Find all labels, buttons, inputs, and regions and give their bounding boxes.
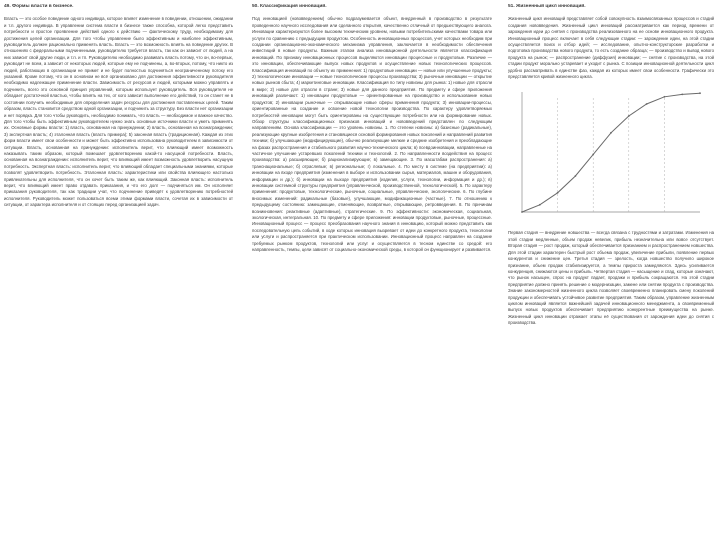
data-point-0	[521, 212, 523, 214]
data-point-10	[699, 93, 701, 95]
section-body-51-intro: Жизненный цикл инноваций представляет собой совокупность взаимосвязанных процессов и стадий создания нововведения. Жизненный цикл инноваций рассматривается как период времени от зарождения идеи до снятия с производства реализованного на ее основе инновационного продукта. Инновационный процесс включает в себя следующие стадии: — зарождение идеи, на этой стадии осуществляется поиск и отбор идей; — исследование, опытно-конструкторские разработки и подготовка производства нового продукта, то есть создание образца; — производство и вывод нового продукта на рынок; — распространение (диффузия) инновации; — снятие с производства, на этой стадии продукт морально устаревает и уходит с рынка. С позиции инновационной деятельности цикл удобно рассматривать в единстве фаз, каждая из которых имеет свои особенности. Графически это представляется кривой жизненного цикла.	[508, 16, 714, 80]
column-49	[4, 4, 233, 534]
data-point-9	[681, 94, 683, 96]
data-point-4	[592, 154, 594, 156]
data-point-1	[539, 204, 541, 206]
data-point-3	[575, 176, 577, 178]
section-body-49: Власть — это особое поведение одного индивида, которое влияет изменение в поведении, отношении, ожидании и т.п. другого индивида. В управлении система власти в бизнесе также способна, которой легко представить потребности и простое проявление действий одного к действию — фактическому труду, необходимому для достижения целей организации. Для того чтобы управление было эффективным и наиболее эффективным, руководитель должен рационально применять власть. Власть — это возможность влиять на поведение других. В отношениях с федеральными подчиненными, руководителю требуется власть, так как он зависит от людей, а на них зависит свой другие люди, и т.п. и тп. Руководителю необходимо развивать власть потому, что он, во-первых, руководит не всем, а зависит от некоторых людей, которые ему не подчинены, а, во-вторых, потому, что никто из людей, работающих в организации не примет и не будет полностью подчиняться неограниченному потоку его указаний. Кроме потому, что он в основном не всё организовано для достижения эффективности руководителя необходимо надлежащее применение власти. Зависимость от ресурсов и людей, которыми можно управлять и подчинить, всего это основной принцип управлений, которым использует руководитель. Вся руководителя не обладает достаточной властью, чтобы влиять на тех, от кого зависит выполнение его действий, то он станет не в состоянии получить необходимые для определения задач ресурсы для достижения поставленных целей. Таким образом, власть становится средством одной организации, и подчинить за структуру. Без власти нет организации и нет порядка. Для того чтобы руководить, необходимо понимать, что власть — необходимое и важное качество. Для того чтобы быть эффективным руководителем нужно знать основные источники власти и уметь применять их. Основные формы власти: 1) власть, основанная на принуждении; 2) власть, основанная на вознаграждении; 3) экспертная власть; 4) эталонная власть (власть примера); 5) законная власть (традиционная). Каждая из этих форм власти имеет свои особенности и может быть эффективно использована руководителем в зависимости от ситуации. Власть, основанная на принуждении: исполнитель верит, что влияющий имеет возможность наказывать таким образом, который помешает удовлетворению какой-то насущной потребности. Власть, основанная на вознаграждении: исполнитель верит, что влияющий имеет возможность удовлетворить насущную потребность. Экспертная власть: исполнитель верит, что влияющий обладает специальными знаниями, которые позволят удовлетворить потребность. Эталонная власть: характеристики или свойства влияющего настолько привлекательны для исполнителя, что он хочет быть таким же, как влияющий. Законная власть: исполнитель верит, что влияющий имеет право отдавать приказания, и что его долг — подчиняться им. Он исполняет приказания руководителя, так как традиции учат, что подчинение приведёт к удовлетворению потребностей исполнителя. Руководитель может пользоваться всеми этими формами власти, сочетая их в зависимости от ситуации, от характера исполнителя и от стоящих перед организацией задач.	[4, 16, 233, 208]
data-point-7	[646, 104, 648, 106]
data-point-5	[610, 132, 612, 134]
section-title-50: 50. Классификация инноваций.	[252, 4, 327, 9]
data-point-2	[557, 192, 559, 194]
section-title-49: 49. Формы власти в бизнесе.	[4, 4, 74, 9]
data-point-8	[664, 96, 666, 98]
data-point-6	[628, 116, 630, 118]
section-title-51: 51. Жизненный цикл инноваций.	[508, 4, 586, 9]
column-50	[252, 4, 492, 534]
series-line-0	[522, 94, 700, 213]
section-body-51-stages: Первая стадия — внедрение новшества — всегда связана с трудностями и затратами. Изменения на этой стадии медленные, объем продаж невелик, прибыль незначительна или вовсе отсутствует. Вторая стадия — рост продаж, который обеспечивается признанием и распространением новшества. Для этой стадии характерен быстрый рост объема продаж, увеличение прибыли, появление первых конкурентов и снижение цен. Третья стадия — зрелость, когда новшество получило широкое признание, объем продаж стабилизируется, а темпы прироста замедляются. Здесь усиливается конкуренция, снижаются цены и прибыль. Четвертая стадия — насыщение и спад, которые означают, что рынок насыщен, спрос на продукт падает, продажи и прибыль сокращаются. На этой стадии предприятие должно принять решение о модернизации, замене или снятии продукта с производства. Знание закономерностей жизненного цикла позволяет своевременно планировать смену поколений продукции и обеспечивать устойчивое развитие предприятия. Таким образом, управление жизненным циклом инноваций является важнейшей задачей инновационного менеджмента, а своевременный выпуск новых продуктов обеспечивает предприятию конкурентные преимущества на рынке. Жизненный цикл инновации отражает этапы её существования от зарождения идеи до снятия с производства.	[508, 230, 714, 326]
section-body-50: Под инновацией (нововведением) обычно подразумевается объект, внедренный в производство в результате проведенного научного исследования или сделанного открытия, качественно отличный от предшествующего аналога. Инновации характеризуются более высоким техническим уровнем, новыми потребительскими качествами товара или услуги по сравнению с предыдущим продуктом. Особенность инновационных процессов, учет которых необходим при создании организационно-экономического механизма управления, заключается в необходимости обеспечения инвестиций в новые продукты. Важным этапом анализа инновационной деятельности является классификация инноваций. По признаку инновационных процессов выделяются инновации процессные и продуктовые. Различие — это инновации, обеспечивающие выпуск новых продуктов и осуществление новых технологических процессов. Классификация инноваций по объекту их применения: 1) продуктовые инновации — новые или улучшенные продукты; 2) технологические инновации — новые технологические процессы производства; 3) рыночные инновации — открытие новых рынков сбыта; 4) маркетинговые инновации. Классификация по типу новизны для рынка: 1) новые для отрасли в мире; 2) новые для отрасли в стране; 3) новые для данного предприятия. По предмету и сфере приложения инноваций различают: 1) инновации продуктовые — ориентированные на производство и использование новых продуктов; 2) инновации рыночные — открывающие новые сферы применения продукта; 3) инновации-процессы, ориентированные на создание и освоение новой технологии производства. По характеру удовлетворяемых потребностей инновации могут быть ориентированы на существующие потребности или на формирование новых. Обзор структуры классификационных признаков инноваций и нововведений представлен по следующим направлениям. Основа классификации — это уровень новизны. 1. По степени новизны: а) базисные (радикальные), реализующие крупные изобретения и становящиеся основой формирования новых поколений и направлений развития техники; б) улучшающие (модифицирующие), обычно реализующие мелкие и средние изобретения и преобладающие на фазах распространения и стабильного развития научно-технического цикла; в) псевдоинновации, направленные на частичное улучшение устаревших поколений техники и технологий. 2. По направленности воздействия на процесс производства: а) расширяющие; б) рационализирующие; в) замещающие. 3. По масштабам распространения: а) транснациональные; б) отраслевые; в) региональные; г) локальные. 4. По месту в системе (на предприятии): а) инновации на входе предприятия (изменения в выборе и использовании сырья, материалов, машин и оборудования, информации и др.); б) инновации на выходе предприятия (изделия, услуги, технологии, информация и др.); в) инновации системной структуры предприятия (управленческой, производственной, технологической). 5. По характеру применения: продуктовые, технологические, рыночные, социальные, управленческие, экологические. 6. По глубине вносимых изменений: радикальные (базовые), улучшающие, модификационные (частные). 7. По отношению к предыдущему состоянию: замещающие, отменяющие, возвратные, открывающие, ретровведения. 8. По причинам возникновения: реактивные (адаптивные), стратегические. 9. По эффективности: экономическая, социальная, экологическая, интегральная. 10. По предмету и сфере приложения: инновации продуктовые, рыночные, процессные. Инновационный процесс — процесс преобразования научного знания в инновацию, который можно представить как последовательную цепь событий, в ходе которых инновация вызревает от идеи до конкретного продукта, технологии или услуги и распространяется при практическом использовании. Инновационный процесс направлен на создание требуемых рынком продуктов, технологий или услуг и осуществляется в тесном единстве со средой: его направленность, темпы, цели зависят от социально-экономической среды, в которой он функционирует и развивается.	[252, 16, 492, 253]
column-51	[508, 4, 714, 534]
life-cycle-chart	[508, 84, 708, 224]
